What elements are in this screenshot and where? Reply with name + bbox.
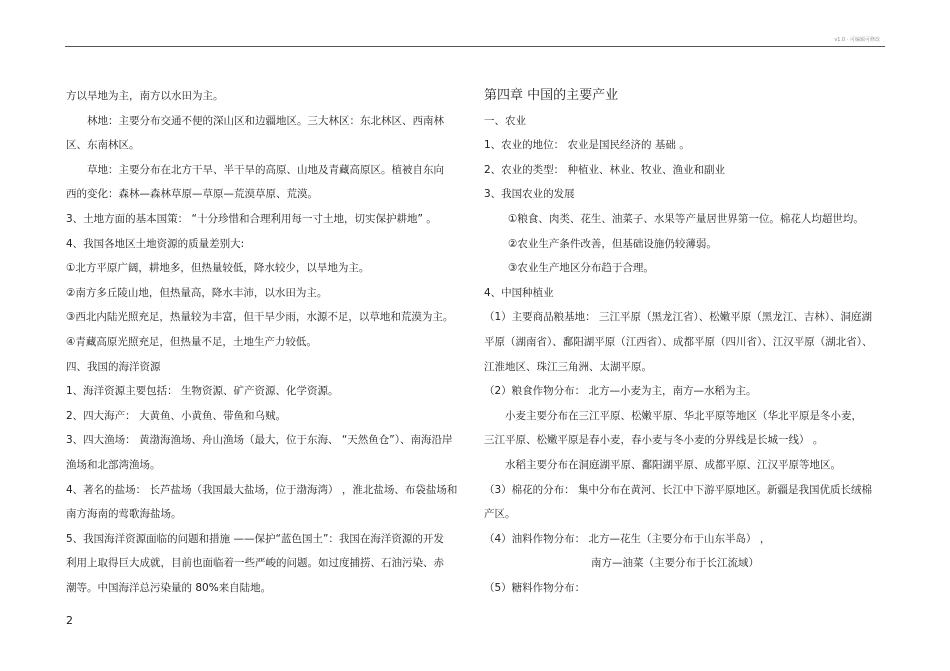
section-heading: 四、我国的海洋资源 — [66, 360, 161, 373]
text-line: 1、农业的地位： 农业是国民经济的 基础 。 — [484, 139, 690, 152]
header-rule — [65, 46, 885, 47]
text-line: （4）油料作物分布： 北方—花生（主要分布于山东半岛） ， — [484, 532, 771, 545]
section-heading: 一、农业 — [484, 114, 526, 127]
text-line: 3、四大渔场： 黄渤海渔场、舟山渔场（最大，位于东海、 “天然鱼仓”）、南海沿岸 — [66, 434, 453, 447]
text-line: ③农业生产地区分布趋于合理。 — [508, 262, 654, 275]
text-line: 西的变化：森林—森林草原—草原—荒漠草原、荒漠。 — [66, 188, 318, 201]
right-column — [484, 84, 894, 600]
text-line: 小麦主要分布在三江平原、松嫩平原、华北平原等地区（华北平原是冬小麦， — [505, 409, 862, 422]
text-line: 产区。 — [484, 508, 516, 521]
text-line: 3、我国农业的发展 — [484, 188, 575, 201]
header-note: v1.0 · 可编辑可修改 — [834, 37, 880, 43]
text-line: 4、中国种植业 — [484, 286, 554, 299]
text-line: 江淮地区、珠江三角洲、太湖平原。 — [484, 360, 652, 373]
text-line: 南方海南的莺歌海盐场。 — [66, 508, 182, 521]
text-line: 利用上取得巨大成就，目前也面临着一些严峻的问题。如过度捕捞、石油污染、赤 — [66, 557, 444, 570]
text-line: ①粮食、肉类、花生、油菜子、水果等产量居世界第一位。棉花人均超世均。 — [508, 212, 864, 225]
text-line: 2、四大海产： 大黄鱼、小黄鱼、带鱼和乌贼。 — [66, 409, 287, 422]
text-line: 2、农业的类型： 种植业、林业、牧业、渔业和副业 — [484, 163, 726, 176]
text-line: （3）棉花的分布： 集中分布在黄河、长江中下游平原地区。新疆是我国优质长绒棉 — [484, 483, 873, 496]
text-line: 3、土地方面的基本国策： “十分珍惜和合理利用每一寸土地，切实保护耕地” 。 — [66, 212, 437, 225]
text-line: 三江平原、松嫩平原是春小麦，春小麦与冬小麦的分界线是长城一线） 。 — [484, 434, 824, 447]
text-line: 方以旱地为主，南方以水田为主。 — [66, 90, 224, 102]
left-column — [66, 84, 466, 600]
text-line: ②农业生产条件改善，但基础设施仍较薄弱。 — [508, 237, 717, 250]
page-number: 2 — [66, 614, 73, 627]
text-line: 4、著名的盐场： 长芦盐场（我国最大盐场，位于渤海湾） ，淮北盐场、布袋盐场和 — [66, 483, 458, 496]
text-line: 渔场和北部湾渔场。 — [66, 458, 161, 471]
text-line: （5）糖料作物分布： — [484, 581, 586, 594]
text-line: 水稻主要分布在洞庭湖平原、鄱阳湖平原、成都平原、江汉平原等地区。 — [505, 458, 841, 471]
text-line: 平原（湖南省）、鄱阳湖平原（江西省）、成都平原（四川省）、江汉平原（湖北省）、 — [484, 335, 873, 348]
text-line: 草地：主要分布在北方干旱、半干旱的高原、山地及青藏高原区。植被自东向 — [87, 163, 444, 176]
text-line: （1）主要商品粮基地： 三江平原（黑龙江省）、松嫩平原（黑龙江、吉林）、洞庭湖 — [484, 311, 873, 324]
text-line: 5、我国海洋资源面临的问题和措施 ——保护“蓝色国土”：我国在海洋资源的开发 — [66, 532, 444, 545]
text-line: 潮等。中国海洋总污染量的 80%来自陆地。 — [66, 581, 272, 594]
text-line: （2）粮食作物分布： 北方—小麦为主，南方—水稻为主。 — [484, 385, 757, 398]
chapter-title: 第四章 中国的主要产业 — [484, 88, 619, 103]
text-line: ④青藏高原光照充足，但热量不足，土地生产力较低。 — [66, 335, 317, 348]
text-line: 林地：主要分布交通不便的深山区和边疆地区。三大林区：东北林区、西南林 — [87, 114, 444, 127]
text-line: 4、我国各地区土地资源的质量差别大: — [66, 237, 245, 250]
text-line: 1、海洋资源主要包括： 生物资源、矿产资源、化学资源。 — [66, 385, 339, 398]
text-line: ②南方多丘陵山地，但热量高，降水丰沛，以水田为主。 — [66, 286, 328, 299]
text-line: ①北方平原广阔，耕地多，但热量较低，降水较少，以旱地为主。 — [66, 262, 370, 275]
text-line: ③西北内陆光照充足，热量较为丰富，但干旱少雨，水源不足，以草地和荒漠为主。 — [66, 311, 454, 324]
text-line: 区、东南林区。 — [66, 139, 140, 152]
text-line: 南方—油菜（主要分布于长江流域） — [591, 557, 759, 570]
